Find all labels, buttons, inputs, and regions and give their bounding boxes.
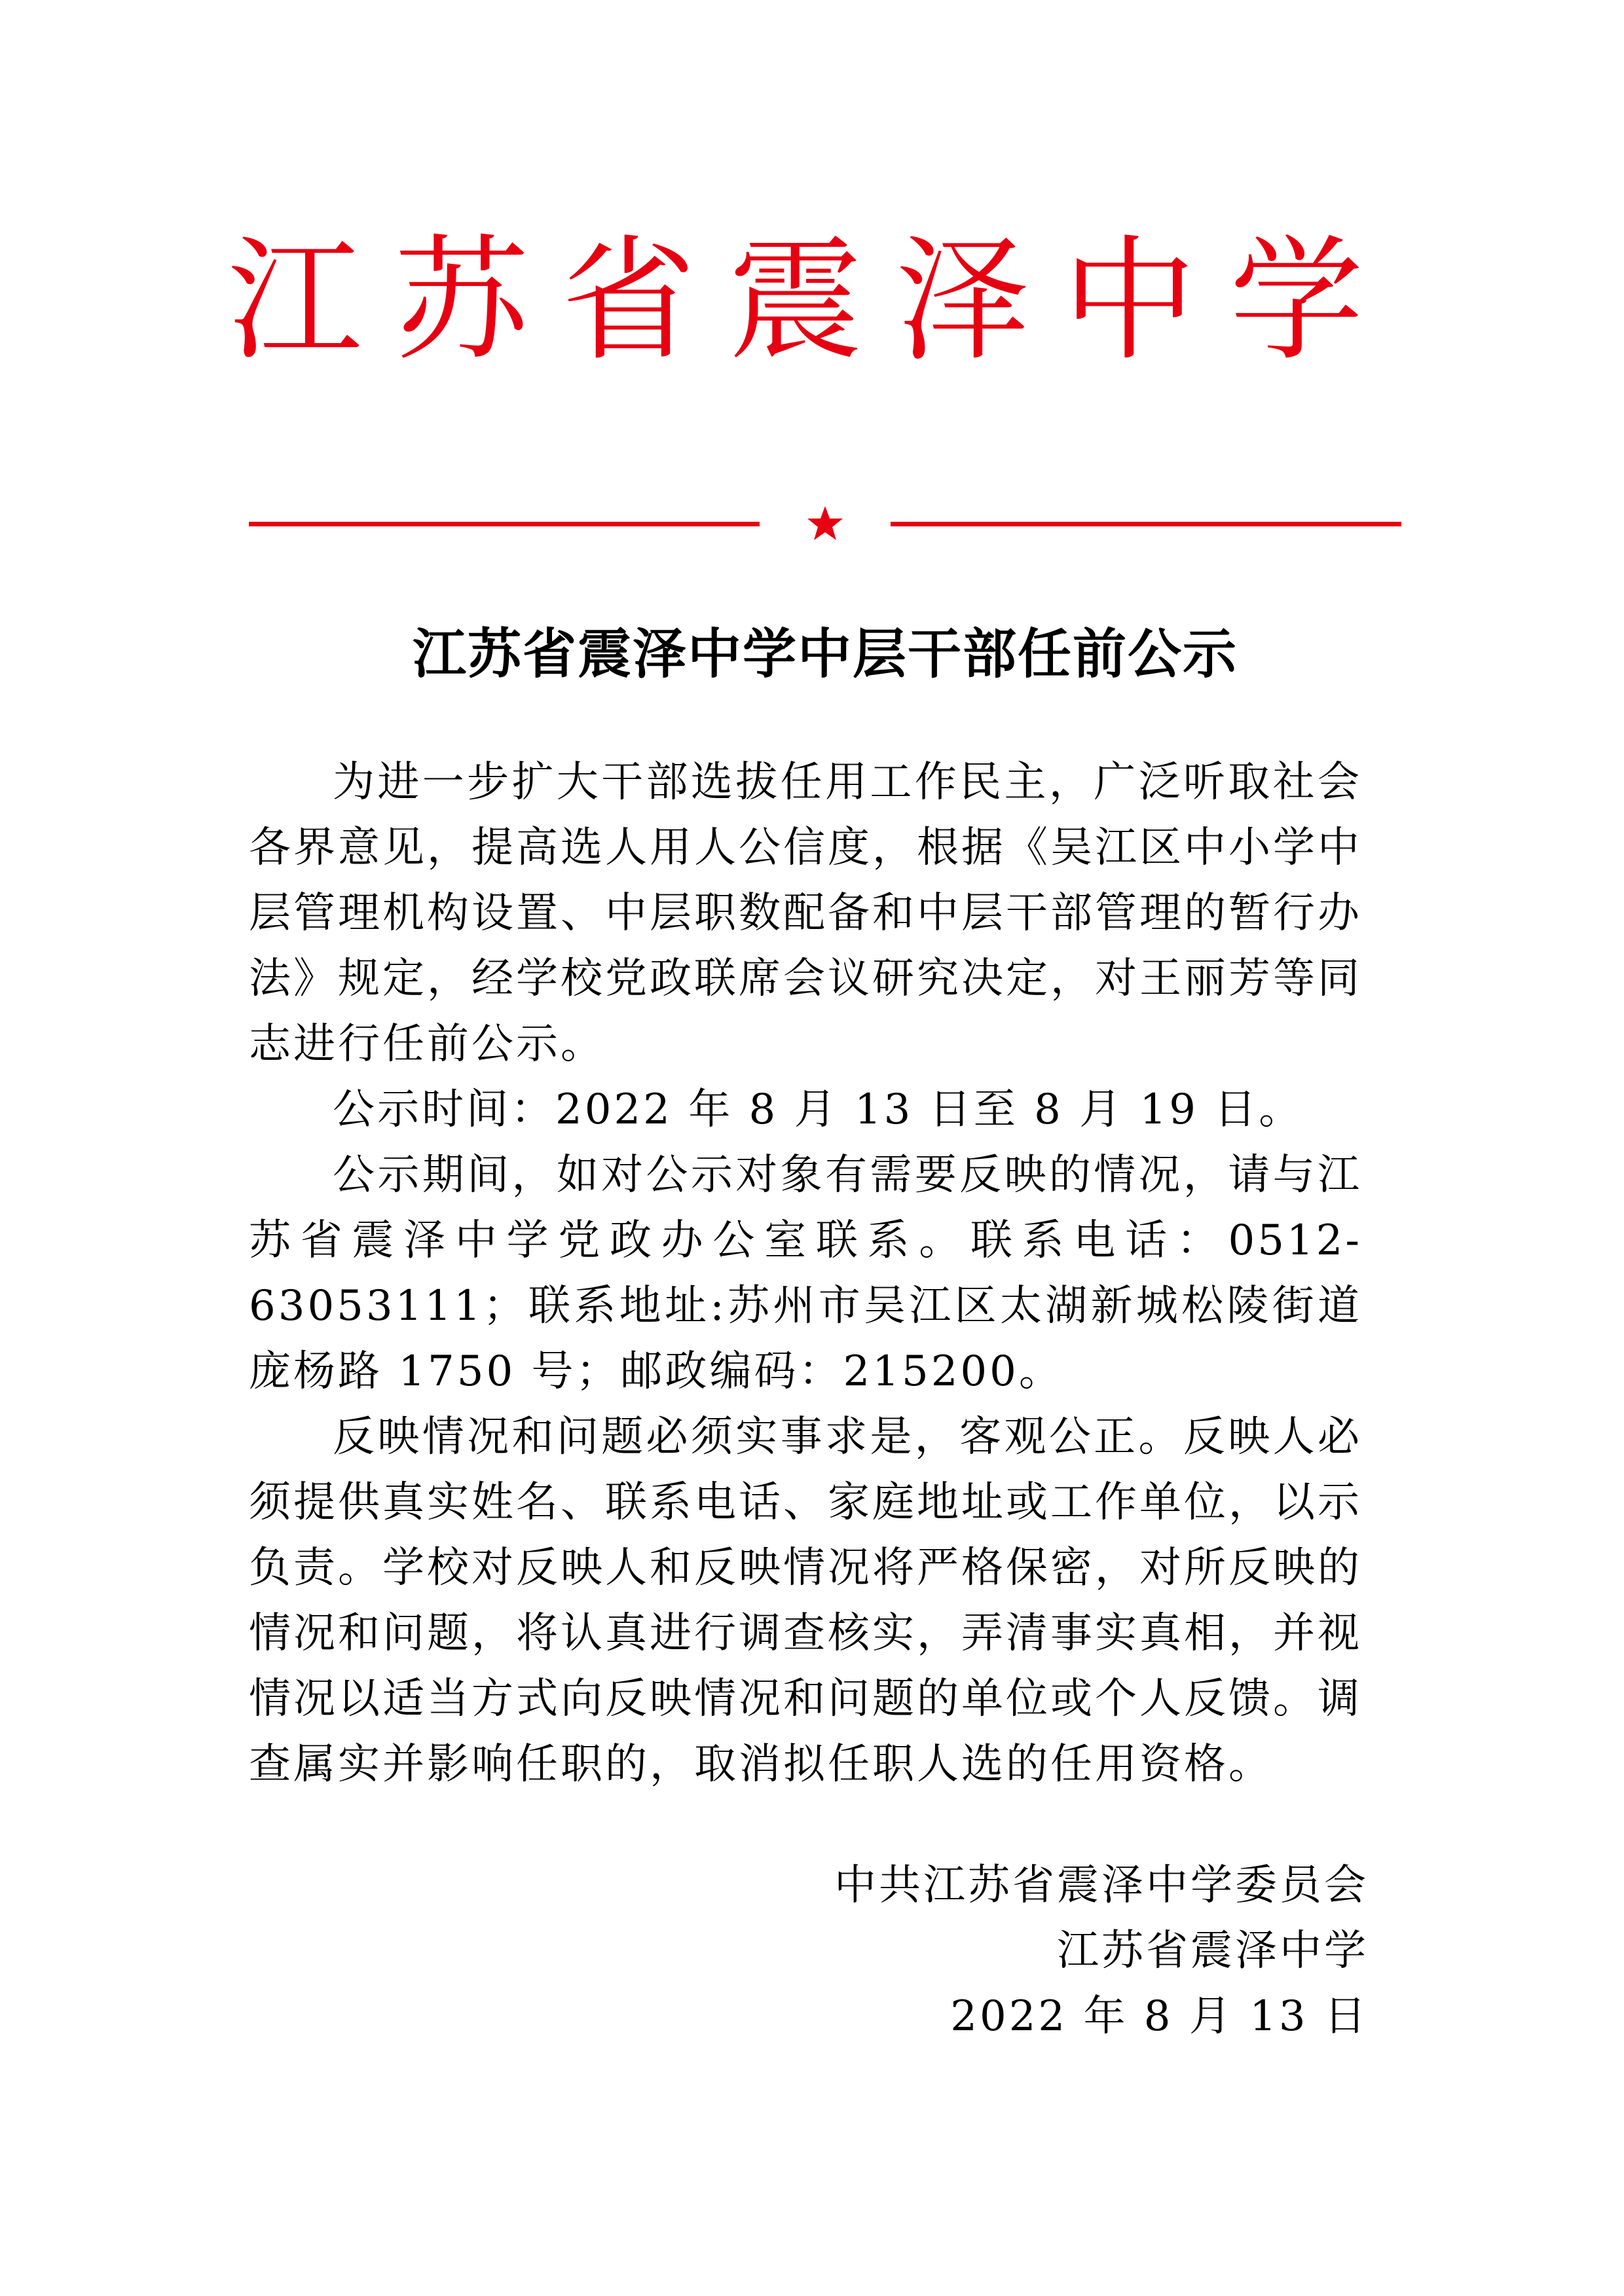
signature-block [773, 1853, 1369, 2049]
divider-line-right [891, 522, 1401, 526]
paragraph-period: 公示时间：2022 年 8 月 13 日至 8 月 19 日。 [333, 1085, 1304, 1134]
signature-org-school: 江苏省震泽中学 [1057, 1927, 1369, 1975]
document-title: 江苏省震泽中学中层干部任前公示 [412, 623, 1238, 685]
signature-org-party-committee: 中共江苏省震泽中学委员会 [834, 1861, 1369, 1910]
signature-date: 2022 年 8 月 13 日 [950, 1992, 1369, 2041]
divider-line-left [249, 522, 760, 526]
paragraph-intro: 为进一步扩大干部选拔任用工作民主，广泛听取社会各界意见，提高选人用人公信度，根据《吴江区中小学中层管理机构设置、中层职数配备和中层干部管理的暂行办法》规定，经学校党政联席会议研究决定，对王丽芳等同志进行任前公示。 [249, 758, 1362, 1068]
paragraph-requirements: 反映情况和问题必须实事求是，客观公正。反映人必须提供真实姓名、联系电话、家庭地址或工作单位，以示负责。学校对反映人和反映情况将严格保密，对所反映的情况和问题，将认真进行调查核实，弄清事实真相，并视情况以适当方式向反映情况和问题的单位或个人反馈。调查属实并影响任职的，取消拟任职人选的任用资格。 [249, 1413, 1362, 1789]
masthead-title: 江苏省震泽中学 [227, 223, 1397, 379]
star-icon [805, 504, 845, 543]
masthead-divider [249, 504, 1401, 543]
document-body [249, 750, 1362, 1797]
paragraph-contact: 公示期间，如对公示对象有需要反映的情况，请与江苏省震泽中学党政办公室联系。联系电话：0512-63053111；联系地址:苏州市吴江区太湖新城松陵街道庞杨路 1750 号；邮政编码：215200。 [249, 1151, 1362, 1396]
